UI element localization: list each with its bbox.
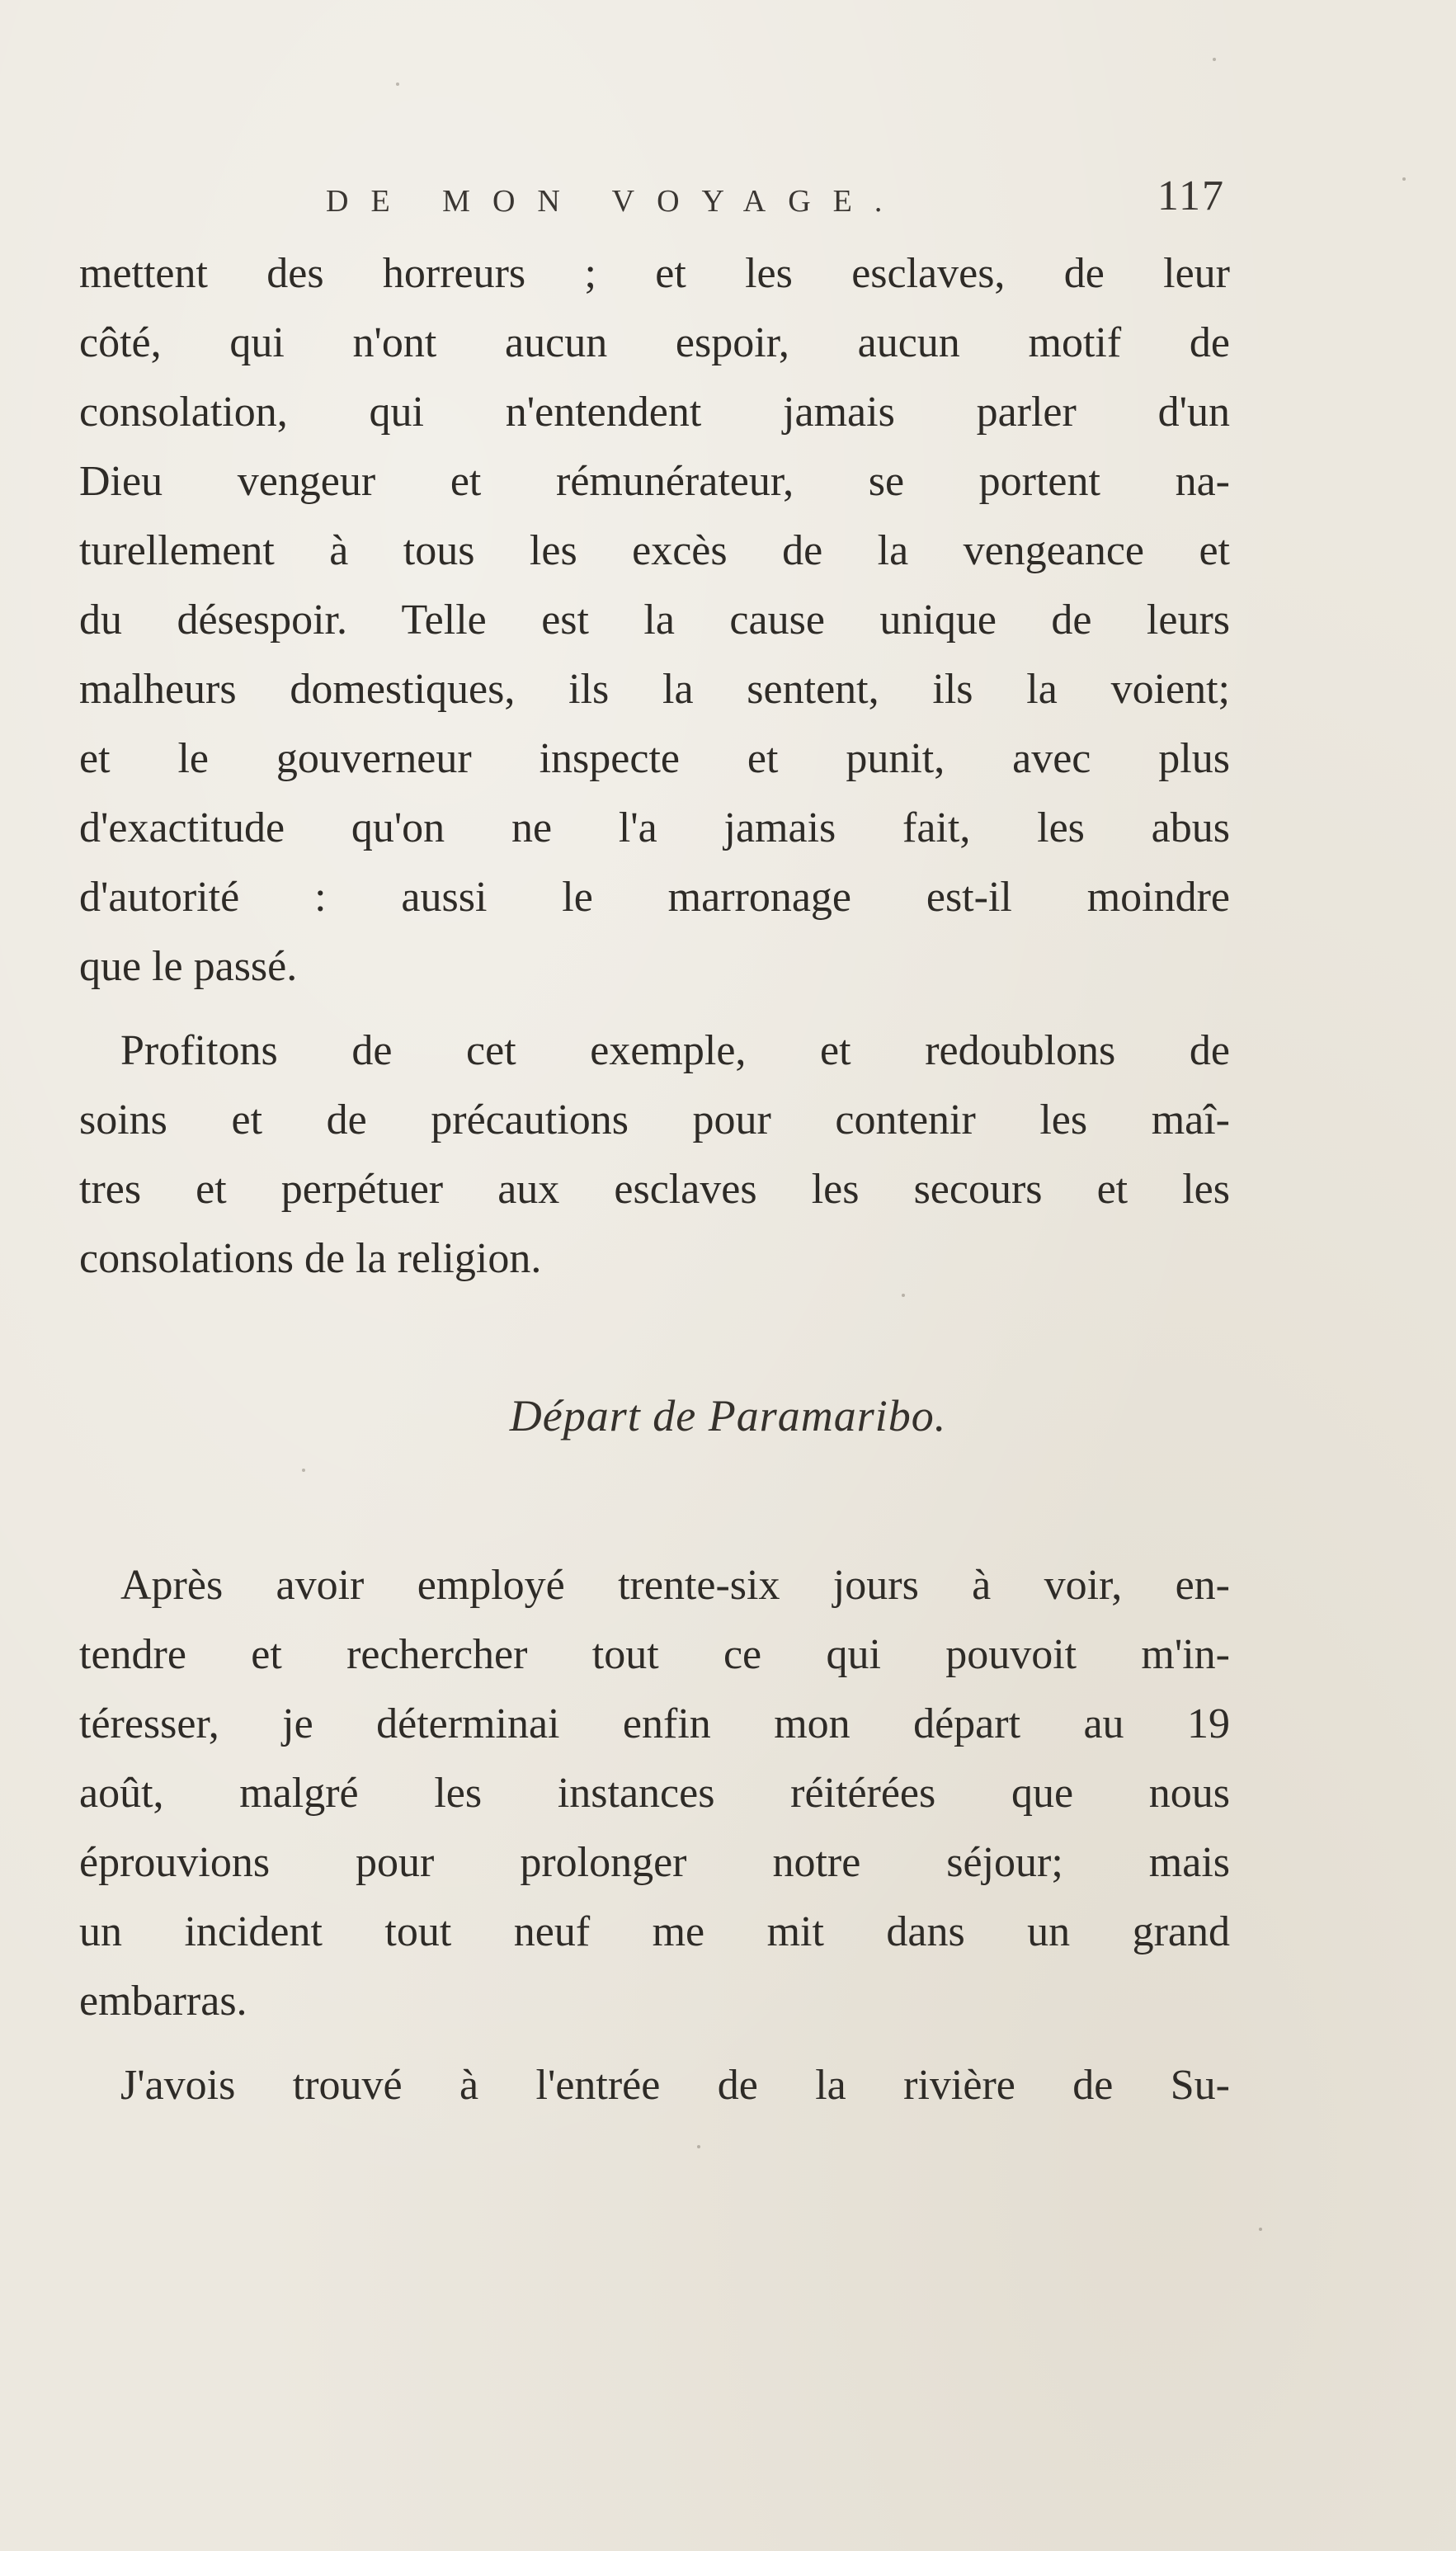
paragraph-2 [79, 1016, 1230, 1294]
text-line: turellement à tous les excès de la vengeance et [79, 527, 1230, 574]
paper-speck [1213, 58, 1216, 61]
body-text-bottom [79, 1551, 1230, 2120]
section-title: Départ de Paramaribo. [509, 1391, 947, 1441]
text-line: Dieu vengeur et rémunérateur, se portent na- [79, 458, 1230, 505]
paragraph-gap [79, 1002, 1230, 1016]
text-line: août, malgré les instances réitérées que nous [79, 1770, 1230, 1817]
page-number: 117 [1157, 172, 1225, 219]
running-head: DE MON VOYAGE. [326, 184, 905, 219]
text-line: que le passé. [79, 943, 298, 990]
text-line: malheurs domestiques, ils la sentent, ils la voient; [79, 666, 1230, 713]
text-line: et le gouverneur inspecte et punit, avec plus [79, 735, 1230, 782]
body-text-top [79, 239, 1230, 1294]
text-line: J'avois trouvé à l'entrée de la rivière de Su- [120, 2062, 1230, 2109]
paper-speck [396, 83, 399, 86]
text-line: un incident tout neuf me mit dans un grand [79, 1908, 1230, 1955]
paper-speck [302, 1469, 305, 1472]
page-header [326, 172, 1225, 229]
paragraph-1 [79, 239, 1230, 1002]
text-line: soins et de précautions pour contenir les maî- [79, 1096, 1230, 1143]
text-line: d'autorité : aussi le marronage est-il moindre [79, 874, 1230, 921]
text-line: embarras. [79, 1978, 247, 2025]
text-line: tres et perpétuer aux esclaves les secours et les [79, 1166, 1230, 1213]
paper-speck [902, 1294, 905, 1297]
paragraph-4 [79, 2051, 1230, 2120]
text-line: éprouvions pour prolonger notre séjour; mais [79, 1839, 1230, 1886]
paragraph-gap [79, 2036, 1230, 2051]
paragraph-3 [79, 1551, 1230, 2036]
text-line: téresser, je déterminai enfin mon départ au 19 [79, 1700, 1230, 1747]
text-line: Profitons de cet exemple, et redoublons de [120, 1027, 1230, 1074]
text-line: consolation, qui n'entendent jamais parler d'un [79, 389, 1230, 436]
text-line: Après avoir employé trente-six jours à voir, en- [120, 1562, 1230, 1609]
text-line: mettent des horreurs ; et les esclaves, de leur [79, 250, 1230, 297]
paper-speck [838, 1667, 841, 1670]
text-line: tendre et rechercher tout ce qui pouvoit m'in- [79, 1631, 1230, 1678]
text-line: d'exactitude qu'on ne l'a jamais fait, les abus [79, 804, 1230, 851]
text-line: du désespoir. Telle est la cause unique de leurs [79, 596, 1230, 644]
text-line: consolations de la religion. [79, 1235, 542, 1282]
text-line: côté, qui n'ont aucun espoir, aucun motif de [79, 319, 1230, 366]
paper-speck [1259, 2228, 1262, 2231]
paper-speck [697, 2145, 700, 2148]
paper-speck [1402, 177, 1406, 181]
